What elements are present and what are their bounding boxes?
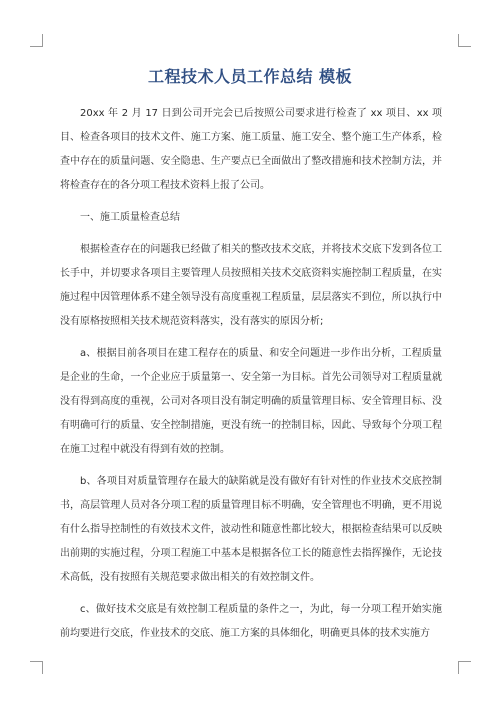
body-paragraph: 根据检查存在的问题我已经做了相关的整改技术交底，并将技术交底下发到各位工长手中，并切要求各项目主要管理人员按照相关技术交底资料实施控制工程质量，在实施过程中因管理体系不建全领导没有高度重视工程质量，层层落实不到位，所以执行中没有原格按照相关技术规范资料落实，没有落实的原因分析; — [60, 244, 442, 327]
body-paragraph-b: b、各项目对质量管理存在最大的缺陷就是没有做好有针对性的作业技术交底控制书，高层管理人员对各分项工程的质量管理目标不明确，安全管理也不明确，更不用说有什么指导控制性的有效技术文件，波动性和随意性都比较大，根据检查结果可以反映出前期的实施过程，分项工程施工中基本是根据各位工长的随意性去指挥操作，无论技术高低，没有按照有关规范要求做出相关的有效控制文件。 — [60, 476, 442, 583]
document-body — [60, 102, 442, 654]
section-heading-quality-inspection: 一、施工质量检查总结 — [80, 212, 180, 223]
body-paragraph-c: c、做好技术交底是有效控制工程质量的条件之一，为此，每一分项工程开始实施前均要进行交底，作业技术的交底、施工方案的具体细化，明确更具体的技术实施方 — [60, 604, 442, 639]
intro-paragraph: 20xx 年 2 月 17 日到公司开完会已后按照公司要求进行检查了 xx 项目、xx 项目、检查各项目的技术文件、施工方案、施工质量、施工安全、整个施工生产体系，检查中存在的质量问题、安全隐患、生产要点已全面做出了整改措施和技术控制方法，并将检查存在的各分项工程技术资料上报了公司。 — [60, 108, 442, 191]
body-paragraph-a: a、根据目前各项目在建工程存在的质量、和安全问题进一步作出分析，工程质量是企业的生命，一个企业应于质量第一、安全第一为目标。首先公司领导对工程质量就没有得到高度的重视，公司对各项目没有制定明确的质量管理目标、安全管理目标、没有明确可行的质量、安全控制措施，更没有统一的控制目标，因此、导致每个分项工程在施工过程中就没有得到有效的控制。 — [60, 348, 442, 455]
crop-mark-bottom-left — [30, 661, 43, 674]
crop-mark-bottom-right — [458, 661, 471, 674]
crop-mark-top-left — [30, 34, 43, 47]
document-title: 工程技术人员工作总结 模板 — [147, 67, 353, 86]
crop-mark-top-right — [458, 34, 471, 47]
